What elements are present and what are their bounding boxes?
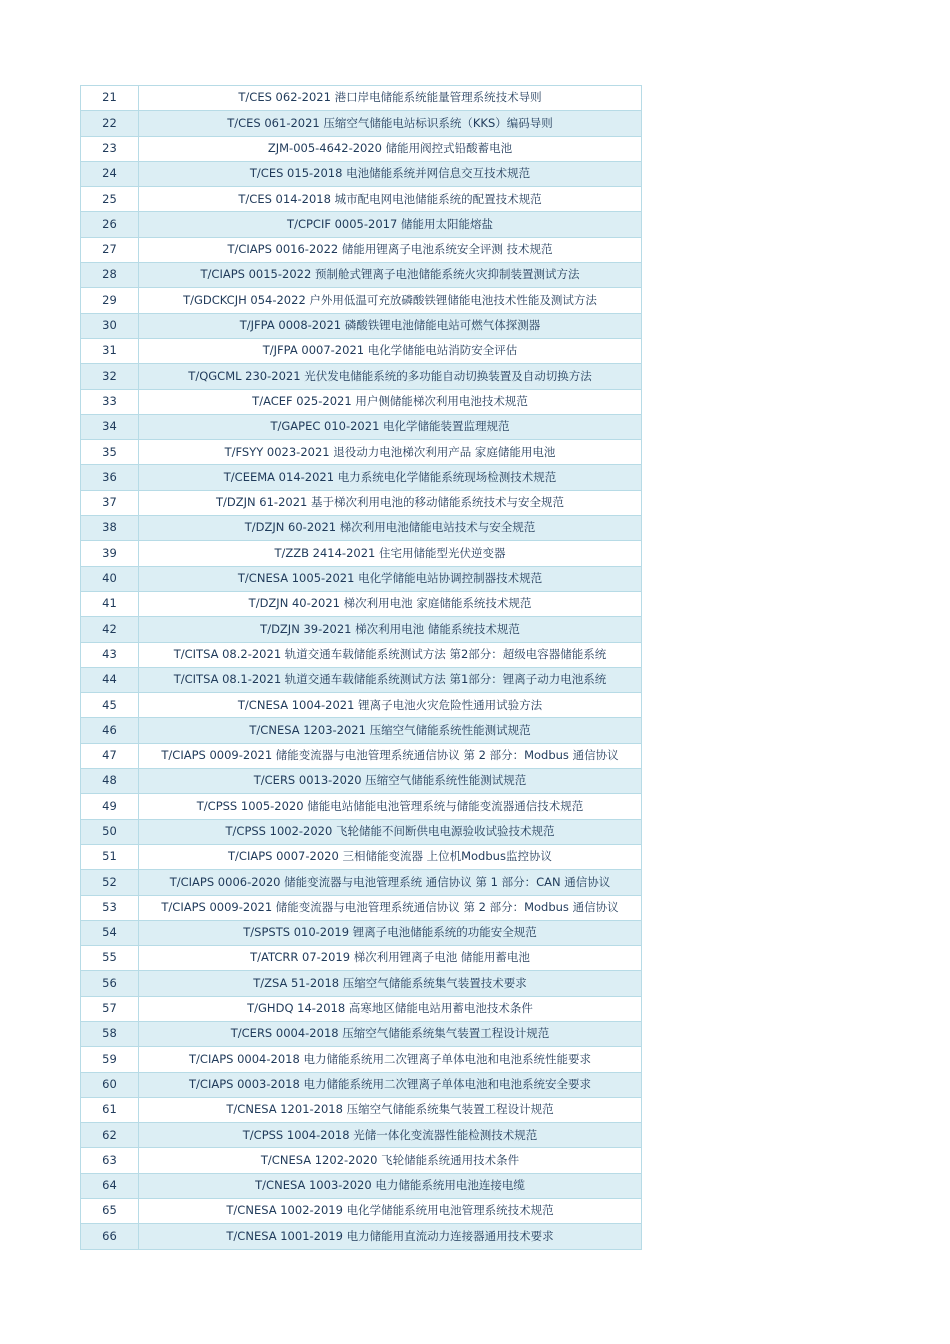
row-number-cell: 64: [81, 1173, 139, 1198]
row-number-cell: 31: [81, 338, 139, 363]
table-row: [81, 237, 642, 262]
row-number-cell: 36: [81, 465, 139, 490]
table-row: [81, 1224, 642, 1249]
table-row: [81, 161, 642, 186]
table-row: [81, 895, 642, 920]
row-number-cell: 33: [81, 389, 139, 414]
table-row: [81, 591, 642, 616]
standard-title-cell: T/JFPA 0007-2021 电化学储能电站消防安全评估: [139, 338, 642, 363]
table-row: [81, 870, 642, 895]
row-number-cell: 50: [81, 819, 139, 844]
row-number-cell: 42: [81, 617, 139, 642]
row-number-cell: 56: [81, 971, 139, 996]
row-number-cell: 48: [81, 769, 139, 794]
row-number-cell: 38: [81, 516, 139, 541]
row-number-cell: 25: [81, 187, 139, 212]
standard-title-cell: T/FSYY 0023-2021 退役动力电池梯次利用产品 家庭储能用电池: [139, 440, 642, 465]
table-row: [81, 1173, 642, 1198]
table-row: [81, 440, 642, 465]
table-row: [81, 946, 642, 971]
table-row: [81, 389, 642, 414]
standard-title-cell: T/CIAPS 0006-2020 储能变流器与电池管理系统 通信协议 第 1 部分：CAN 通信协议: [139, 870, 642, 895]
row-number-cell: 37: [81, 490, 139, 515]
standards-table: [80, 85, 642, 1250]
standard-title-cell: ZJM-005-4642-2020 储能用阀控式铅酸蓄电池: [139, 136, 642, 161]
standard-title-cell: T/CPCIF 0005-2017 储能用太阳能熔盐: [139, 212, 642, 237]
standard-title-cell: T/CIAPS 0009-2021 储能变流器与电池管理系统通信协议 第 2 部分：Modbus 通信协议: [139, 743, 642, 768]
table-row: [81, 819, 642, 844]
row-number-cell: 35: [81, 440, 139, 465]
standard-title-cell: T/CIAPS 0016-2022 储能用锂离子电池系统安全评测 技术规范: [139, 237, 642, 262]
table-row: [81, 1148, 642, 1173]
standard-title-cell: T/DZJN 60-2021 梯次利用电池储能电站技术与安全规范: [139, 516, 642, 541]
standard-title-cell: T/GDCKCJH 054-2022 户外用低温可充放磷酸铁锂储能电池技术性能及测试方法: [139, 288, 642, 313]
row-number-cell: 28: [81, 263, 139, 288]
row-number-cell: 21: [81, 86, 139, 111]
table-row: [81, 743, 642, 768]
standard-title-cell: T/ATCRR 07-2019 梯次利用锂离子电池 储能用蓄电池: [139, 946, 642, 971]
row-number-cell: 41: [81, 591, 139, 616]
standard-title-cell: T/GHDQ 14-2018 高寒地区储能电站用蓄电池技术条件: [139, 996, 642, 1021]
row-number-cell: 34: [81, 414, 139, 439]
table-row: [81, 263, 642, 288]
table-row: [81, 187, 642, 212]
table-row: [81, 1072, 642, 1097]
table-row: [81, 1123, 642, 1148]
standard-title-cell: T/CPSS 1004-2018 光储一体化变流器性能检测技术规范: [139, 1123, 642, 1148]
row-number-cell: 55: [81, 946, 139, 971]
standard-title-cell: T/CNESA 1005-2021 电化学储能电站协调控制器技术规范: [139, 566, 642, 591]
standard-title-cell: T/CITSA 08.2-2021 轨道交通车载储能系统测试方法 第2部分：超级电容器储能系统: [139, 642, 642, 667]
standard-title-cell: T/CNESA 1004-2021 锂离子电池火灾危险性通用试验方法: [139, 693, 642, 718]
standard-title-cell: T/CEEMA 014-2021 电力系统电化学储能系统现场检测技术规范: [139, 465, 642, 490]
table-row: [81, 414, 642, 439]
table-row: [81, 338, 642, 363]
table-row: [81, 844, 642, 869]
row-number-cell: 58: [81, 1021, 139, 1046]
row-number-cell: 52: [81, 870, 139, 895]
standard-title-cell: T/GAPEC 010-2021 电化学储能装置监理规范: [139, 414, 642, 439]
table-row: [81, 642, 642, 667]
table-row: [81, 465, 642, 490]
row-number-cell: 40: [81, 566, 139, 591]
row-number-cell: 22: [81, 111, 139, 136]
row-number-cell: 51: [81, 844, 139, 869]
row-number-cell: 27: [81, 237, 139, 262]
standards-table-body: [81, 86, 642, 1250]
table-row: [81, 212, 642, 237]
row-number-cell: 30: [81, 313, 139, 338]
row-number-cell: 65: [81, 1199, 139, 1224]
row-number-cell: 60: [81, 1072, 139, 1097]
row-number-cell: 63: [81, 1148, 139, 1173]
table-row: [81, 693, 642, 718]
standard-title-cell: T/CES 062-2021 港口岸电储能系统能量管理系统技术导则: [139, 86, 642, 111]
standard-title-cell: T/CERS 0004-2018 压缩空气储能系统集气装置工程设计规范: [139, 1021, 642, 1046]
row-number-cell: 23: [81, 136, 139, 161]
table-row: [81, 490, 642, 515]
table-row: [81, 1047, 642, 1072]
standard-title-cell: T/DZJN 39-2021 梯次利用电池 储能系统技术规范: [139, 617, 642, 642]
standard-title-cell: T/CIAPS 0007-2020 三相储能变流器 上位机Modbus监控协议: [139, 844, 642, 869]
row-number-cell: 46: [81, 718, 139, 743]
table-row: [81, 86, 642, 111]
table-row: [81, 996, 642, 1021]
table-row: [81, 136, 642, 161]
standard-title-cell: T/CNESA 1001-2019 电力储能用直流动力连接器通用技术要求: [139, 1224, 642, 1249]
table-row: [81, 1097, 642, 1122]
standard-title-cell: T/DZJN 61-2021 基于梯次利用电池的移动储能系统技术与安全规范: [139, 490, 642, 515]
row-number-cell: 62: [81, 1123, 139, 1148]
standard-title-cell: T/SPSTS 010-2019 锂离子电池储能系统的功能安全规范: [139, 920, 642, 945]
row-number-cell: 29: [81, 288, 139, 313]
standard-title-cell: T/CNESA 1203-2021 压缩空气储能系统性能测试规范: [139, 718, 642, 743]
table-row: [81, 971, 642, 996]
row-number-cell: 53: [81, 895, 139, 920]
table-row: [81, 364, 642, 389]
row-number-cell: 57: [81, 996, 139, 1021]
standard-title-cell: T/CNESA 1202-2020 飞轮储能系统通用技术条件: [139, 1148, 642, 1173]
table-row: [81, 718, 642, 743]
standard-title-cell: T/CNESA 1002-2019 电化学储能系统用电池管理系统技术规范: [139, 1199, 642, 1224]
standard-title-cell: T/QGCML 230-2021 光伏发电储能系统的多功能自动切换装置及自动切换方法: [139, 364, 642, 389]
standard-title-cell: T/CIAPS 0004-2018 电力储能系统用二次锂离子单体电池和电池系统性能要求: [139, 1047, 642, 1072]
standard-title-cell: T/DZJN 40-2021 梯次利用电池 家庭储能系统技术规范: [139, 591, 642, 616]
standard-title-cell: T/CPSS 1005-2020 储能电站储能电池管理系统与储能变流器通信技术规范: [139, 794, 642, 819]
standard-title-cell: T/ZSA 51-2018 压缩空气储能系统集气装置技术要求: [139, 971, 642, 996]
row-number-cell: 39: [81, 541, 139, 566]
row-number-cell: 43: [81, 642, 139, 667]
standard-title-cell: T/CES 014-2018 城市配电网电池储能系统的配置技术规范: [139, 187, 642, 212]
table-row: [81, 566, 642, 591]
row-number-cell: 44: [81, 667, 139, 692]
row-number-cell: 26: [81, 212, 139, 237]
row-number-cell: 32: [81, 364, 139, 389]
row-number-cell: 24: [81, 161, 139, 186]
table-row: [81, 1199, 642, 1224]
standard-title-cell: T/CPSS 1002-2020 飞轮储能不间断供电电源验收试验技术规范: [139, 819, 642, 844]
row-number-cell: 54: [81, 920, 139, 945]
standard-title-cell: T/JFPA 0008-2021 磷酸铁锂电池储能电站可燃气体探测器: [139, 313, 642, 338]
standard-title-cell: T/CNESA 1201-2018 压缩空气储能系统集气装置工程设计规范: [139, 1097, 642, 1122]
standard-title-cell: T/ZZB 2414-2021 住宅用储能型光伏逆变器: [139, 541, 642, 566]
standard-title-cell: T/CITSA 08.1-2021 轨道交通车载储能系统测试方法 第1部分：锂离子动力电池系统: [139, 667, 642, 692]
standard-title-cell: T/CIAPS 0015-2022 预制舱式锂离子电池储能系统火灾抑制装置测试方法: [139, 263, 642, 288]
standard-title-cell: T/CIAPS 0003-2018 电力储能系统用二次锂离子单体电池和电池系统安全要求: [139, 1072, 642, 1097]
table-row: [81, 288, 642, 313]
table-row: [81, 794, 642, 819]
table-row: [81, 920, 642, 945]
row-number-cell: 45: [81, 693, 139, 718]
table-row: [81, 541, 642, 566]
row-number-cell: 61: [81, 1097, 139, 1122]
standard-title-cell: T/CES 015-2018 电池储能系统并网信息交互技术规范: [139, 161, 642, 186]
table-row: [81, 313, 642, 338]
table-row: [81, 667, 642, 692]
row-number-cell: 66: [81, 1224, 139, 1249]
table-row: [81, 617, 642, 642]
table-row: [81, 111, 642, 136]
row-number-cell: 59: [81, 1047, 139, 1072]
table-row: [81, 1021, 642, 1046]
standard-title-cell: T/ACEF 025-2021 用户侧储能梯次利用电池技术规范: [139, 389, 642, 414]
standard-title-cell: T/CERS 0013-2020 压缩空气储能系统性能测试规范: [139, 769, 642, 794]
row-number-cell: 47: [81, 743, 139, 768]
standard-title-cell: T/CES 061-2021 压缩空气储能电站标识系统（KKS）编码导则: [139, 111, 642, 136]
row-number-cell: 49: [81, 794, 139, 819]
standard-title-cell: T/CIAPS 0009-2021 储能变流器与电池管理系统通信协议 第 2 部分：Modbus 通信协议: [139, 895, 642, 920]
table-row: [81, 769, 642, 794]
table-row: [81, 516, 642, 541]
standard-title-cell: T/CNESA 1003-2020 电力储能系统用电池连接电缆: [139, 1173, 642, 1198]
